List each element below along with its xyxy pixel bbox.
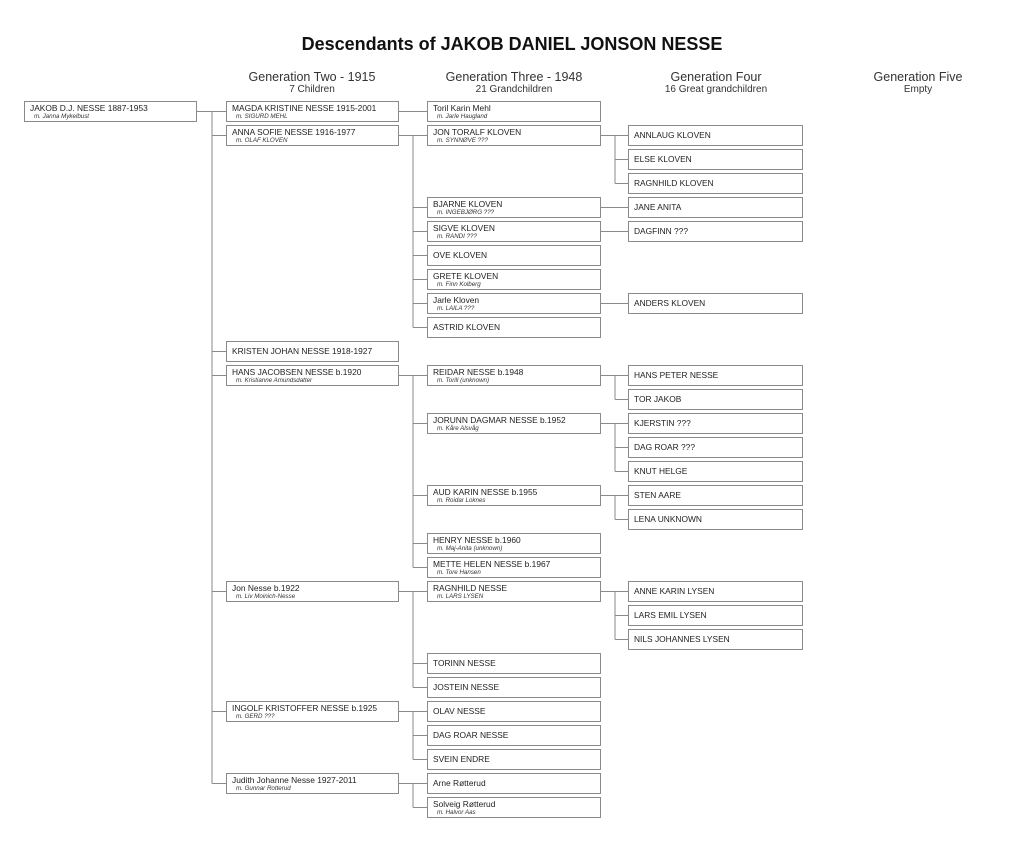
person-name: Arne Røtterud [433, 778, 486, 788]
person-box-olav-nesse [427, 701, 601, 722]
person-name: STEN AARE [634, 490, 682, 500]
person-box-jane-anita [628, 197, 803, 218]
person-name: JAKOB D.J. NESSE 1887-1953 [30, 103, 148, 113]
spouse-name: m. Tore Hansen [437, 569, 481, 576]
person-name: SIGVE KLOVEN [433, 223, 495, 233]
person-name: OLAV NESSE [433, 706, 486, 716]
person-box-anne-karin-lysen [628, 581, 803, 602]
person-name: MAGDA KRISTINE NESSE 1915-2001 [232, 103, 377, 113]
person-name: Judith Johanne Nesse 1927-2011 [232, 775, 357, 785]
person-name: REIDAR NESSE b.1948 [433, 367, 524, 377]
person-box-ove-kloven [427, 245, 601, 266]
spouse-name: m. Janna Mykelbust [34, 113, 90, 120]
spouse-name: m. Halvor Aas [437, 809, 476, 816]
column-header-count: 16 Great grandchildren [664, 84, 768, 95]
column-header-label: Generation Three - 1948 [445, 70, 583, 84]
person-name: ELSE KLOVEN [634, 154, 692, 164]
spouse-name: m. SYNNØVE ??? [437, 137, 488, 144]
person-box-dagfinn [628, 221, 803, 242]
column-header-count: Empty [903, 84, 933, 95]
column-header-label: Generation Four [670, 70, 762, 84]
person-name: Jon Nesse b.1922 [232, 583, 300, 593]
person-box-astrid-kloven [427, 317, 601, 338]
person-box-lena-unknown [628, 509, 803, 530]
person-box-lars-emil-lysen [628, 605, 803, 626]
person-box-sigve-kloven [427, 221, 601, 242]
person-box-mette-helen-nesse-b-1967 [427, 557, 601, 578]
person-name: Jarle Kloven [433, 295, 480, 305]
person-name: BJARNE KLOVEN [433, 199, 503, 209]
person-name: JORUNN DAGMAR NESSE b.1952 [433, 415, 566, 425]
column-header-count: 21 Grandchildren [475, 84, 553, 95]
spouse-name: m. Gunnar Rotterud [236, 785, 291, 792]
spouse-name: m. Liv Moinich-Nesse [236, 593, 296, 600]
person-box-jon-toralf-kloven [427, 125, 601, 146]
person-name: RAGNHILD KLOVEN [634, 178, 714, 188]
person-name: ANNE KARIN LYSEN [634, 586, 715, 596]
person-box-annlaug-kloven [628, 125, 803, 146]
spouse-name: m. Torill (unknown) [437, 377, 490, 384]
person-name: ANNA SOFIE NESSE 1916-1977 [232, 127, 356, 137]
person-box-aud-karin-nesse-b-1955 [427, 485, 601, 506]
person-box-jostein-nesse [427, 677, 601, 698]
person-name: GRETE KLOVEN [433, 271, 499, 281]
person-name: LARS EMIL LYSEN [634, 610, 707, 620]
column-header-count: 7 Children [289, 84, 335, 95]
person-name: ANDERS KLOVEN [634, 298, 706, 308]
person-box-anders-kloven [628, 293, 803, 314]
spouse-name: m. Jarle Haugland [437, 113, 488, 120]
person-box-reidar-nesse-b-1948 [427, 365, 601, 386]
person-name: RAGNHILD NESSE [433, 583, 507, 593]
person-name: SVEIN ENDRE [433, 754, 490, 764]
person-box-judith-johanne-nesse-1927-2011 [226, 773, 399, 794]
spouse-name: m. Finn Kolberg [437, 281, 481, 288]
person-name: HANS JACOBSEN NESSE b.1920 [232, 367, 362, 377]
spouse-name: m. INGEBJØRG ??? [437, 209, 495, 216]
person-box-solveig-r-tterud [427, 797, 601, 818]
person-box-magda-kristine-nesse-1915-2001 [226, 101, 399, 122]
person-name: HANS PETER NESSE [634, 370, 719, 380]
person-box-sten-aare [628, 485, 803, 506]
person-box-jon-nesse-b-1922 [226, 581, 399, 602]
person-name: Solveig Røtterud [433, 799, 496, 809]
person-name: JON TORALF KLOVEN [433, 127, 522, 137]
spouse-name: m. RANDI ??? [437, 233, 477, 240]
spouse-name: m. Kristianne Amundsdatter [236, 377, 313, 384]
person-name: NILS JOHANNES LYSEN [634, 634, 730, 644]
spouse-name: m. LAILA ??? [437, 305, 475, 312]
spouse-name: m. OLAF KLOVEN [236, 137, 288, 144]
person-name: JANE ANITA [634, 202, 682, 212]
person-box-grete-kloven [427, 269, 601, 290]
person-box-hans-jacobsen-nesse-b-1920 [226, 365, 399, 386]
spouse-name: m. Roidar Loknes [437, 497, 486, 504]
person-box-jorunn-dagmar-nesse-b-1952 [427, 413, 601, 434]
person-box-svein-endre [427, 749, 601, 770]
person-name: INGOLF KRISTOFFER NESSE b.1925 [232, 703, 378, 713]
person-box-ragnhild-nesse [427, 581, 601, 602]
person-box-else-kloven [628, 149, 803, 170]
person-name: DAG ROAR ??? [634, 442, 695, 452]
person-name: JOSTEIN NESSE [433, 682, 500, 692]
person-box-nils-johannes-lysen [628, 629, 803, 650]
person-name: ANNLAUG KLOVEN [634, 130, 711, 140]
person-box-torinn-nesse [427, 653, 601, 674]
chart-title: Descendants of JAKOB DANIEL JONSON NESSE [301, 34, 723, 54]
column-header-label: Generation Five [873, 70, 963, 84]
person-name: TOR JAKOB [634, 394, 682, 404]
person-box-ragnhild-kloven [628, 173, 803, 194]
person-name: ASTRID KLOVEN [433, 322, 501, 332]
person-box-jakob-d-j-nesse-1887-1953 [24, 101, 197, 122]
person-name: AUD KARIN NESSE b.1955 [433, 487, 538, 497]
person-name: TORINN NESSE [433, 658, 496, 668]
spouse-name: m. GERD ??? [236, 713, 275, 720]
person-name: OVE KLOVEN [433, 250, 487, 260]
person-name: LENA UNKNOWN [634, 514, 702, 524]
person-name: DAGFINN ??? [634, 226, 688, 236]
person-name: Toril Karin Mehl [433, 103, 491, 113]
person-box-bjarne-kloven [427, 197, 601, 218]
column-header-label: Generation Two - 1915 [248, 70, 376, 84]
person-name: KNUT HELGE [634, 466, 688, 476]
person-name: KJERSTIN ??? [634, 418, 691, 428]
spouse-name: m. Maj-Anita (unknown) [437, 545, 503, 552]
person-name: DAG ROAR NESSE [433, 730, 509, 740]
person-box-hans-peter-nesse [628, 365, 803, 386]
person-box-kjerstin [628, 413, 803, 434]
person-box-knut-helge [628, 461, 803, 482]
person-name: METTE HELEN NESSE b.1967 [433, 559, 551, 569]
person-box-tor-jakob [628, 389, 803, 410]
person-box-jarle-kloven [427, 293, 601, 314]
person-box-anna-sofie-nesse-1916-1977 [226, 125, 399, 146]
person-box-dag-roar-nesse [427, 725, 601, 746]
spouse-name: m. LARS LYSEN [437, 593, 484, 600]
person-box-kristen-johan-nesse-1918-1927 [226, 341, 399, 362]
person-name: KRISTEN JOHAN NESSE 1918-1927 [232, 346, 373, 356]
person-box-dag-roar [628, 437, 803, 458]
person-box-henry-nesse-b-1960 [427, 533, 601, 554]
person-box-ingolf-kristoffer-nesse-b-1925 [226, 701, 399, 722]
spouse-name: m. SIGURD MEHL [236, 113, 288, 120]
person-box-arne-r-tterud [427, 773, 601, 794]
person-name: HENRY NESSE b.1960 [433, 535, 521, 545]
person-box-toril-karin-mehl [427, 101, 601, 122]
spouse-name: m. Kåre Alsvåg [437, 425, 479, 432]
